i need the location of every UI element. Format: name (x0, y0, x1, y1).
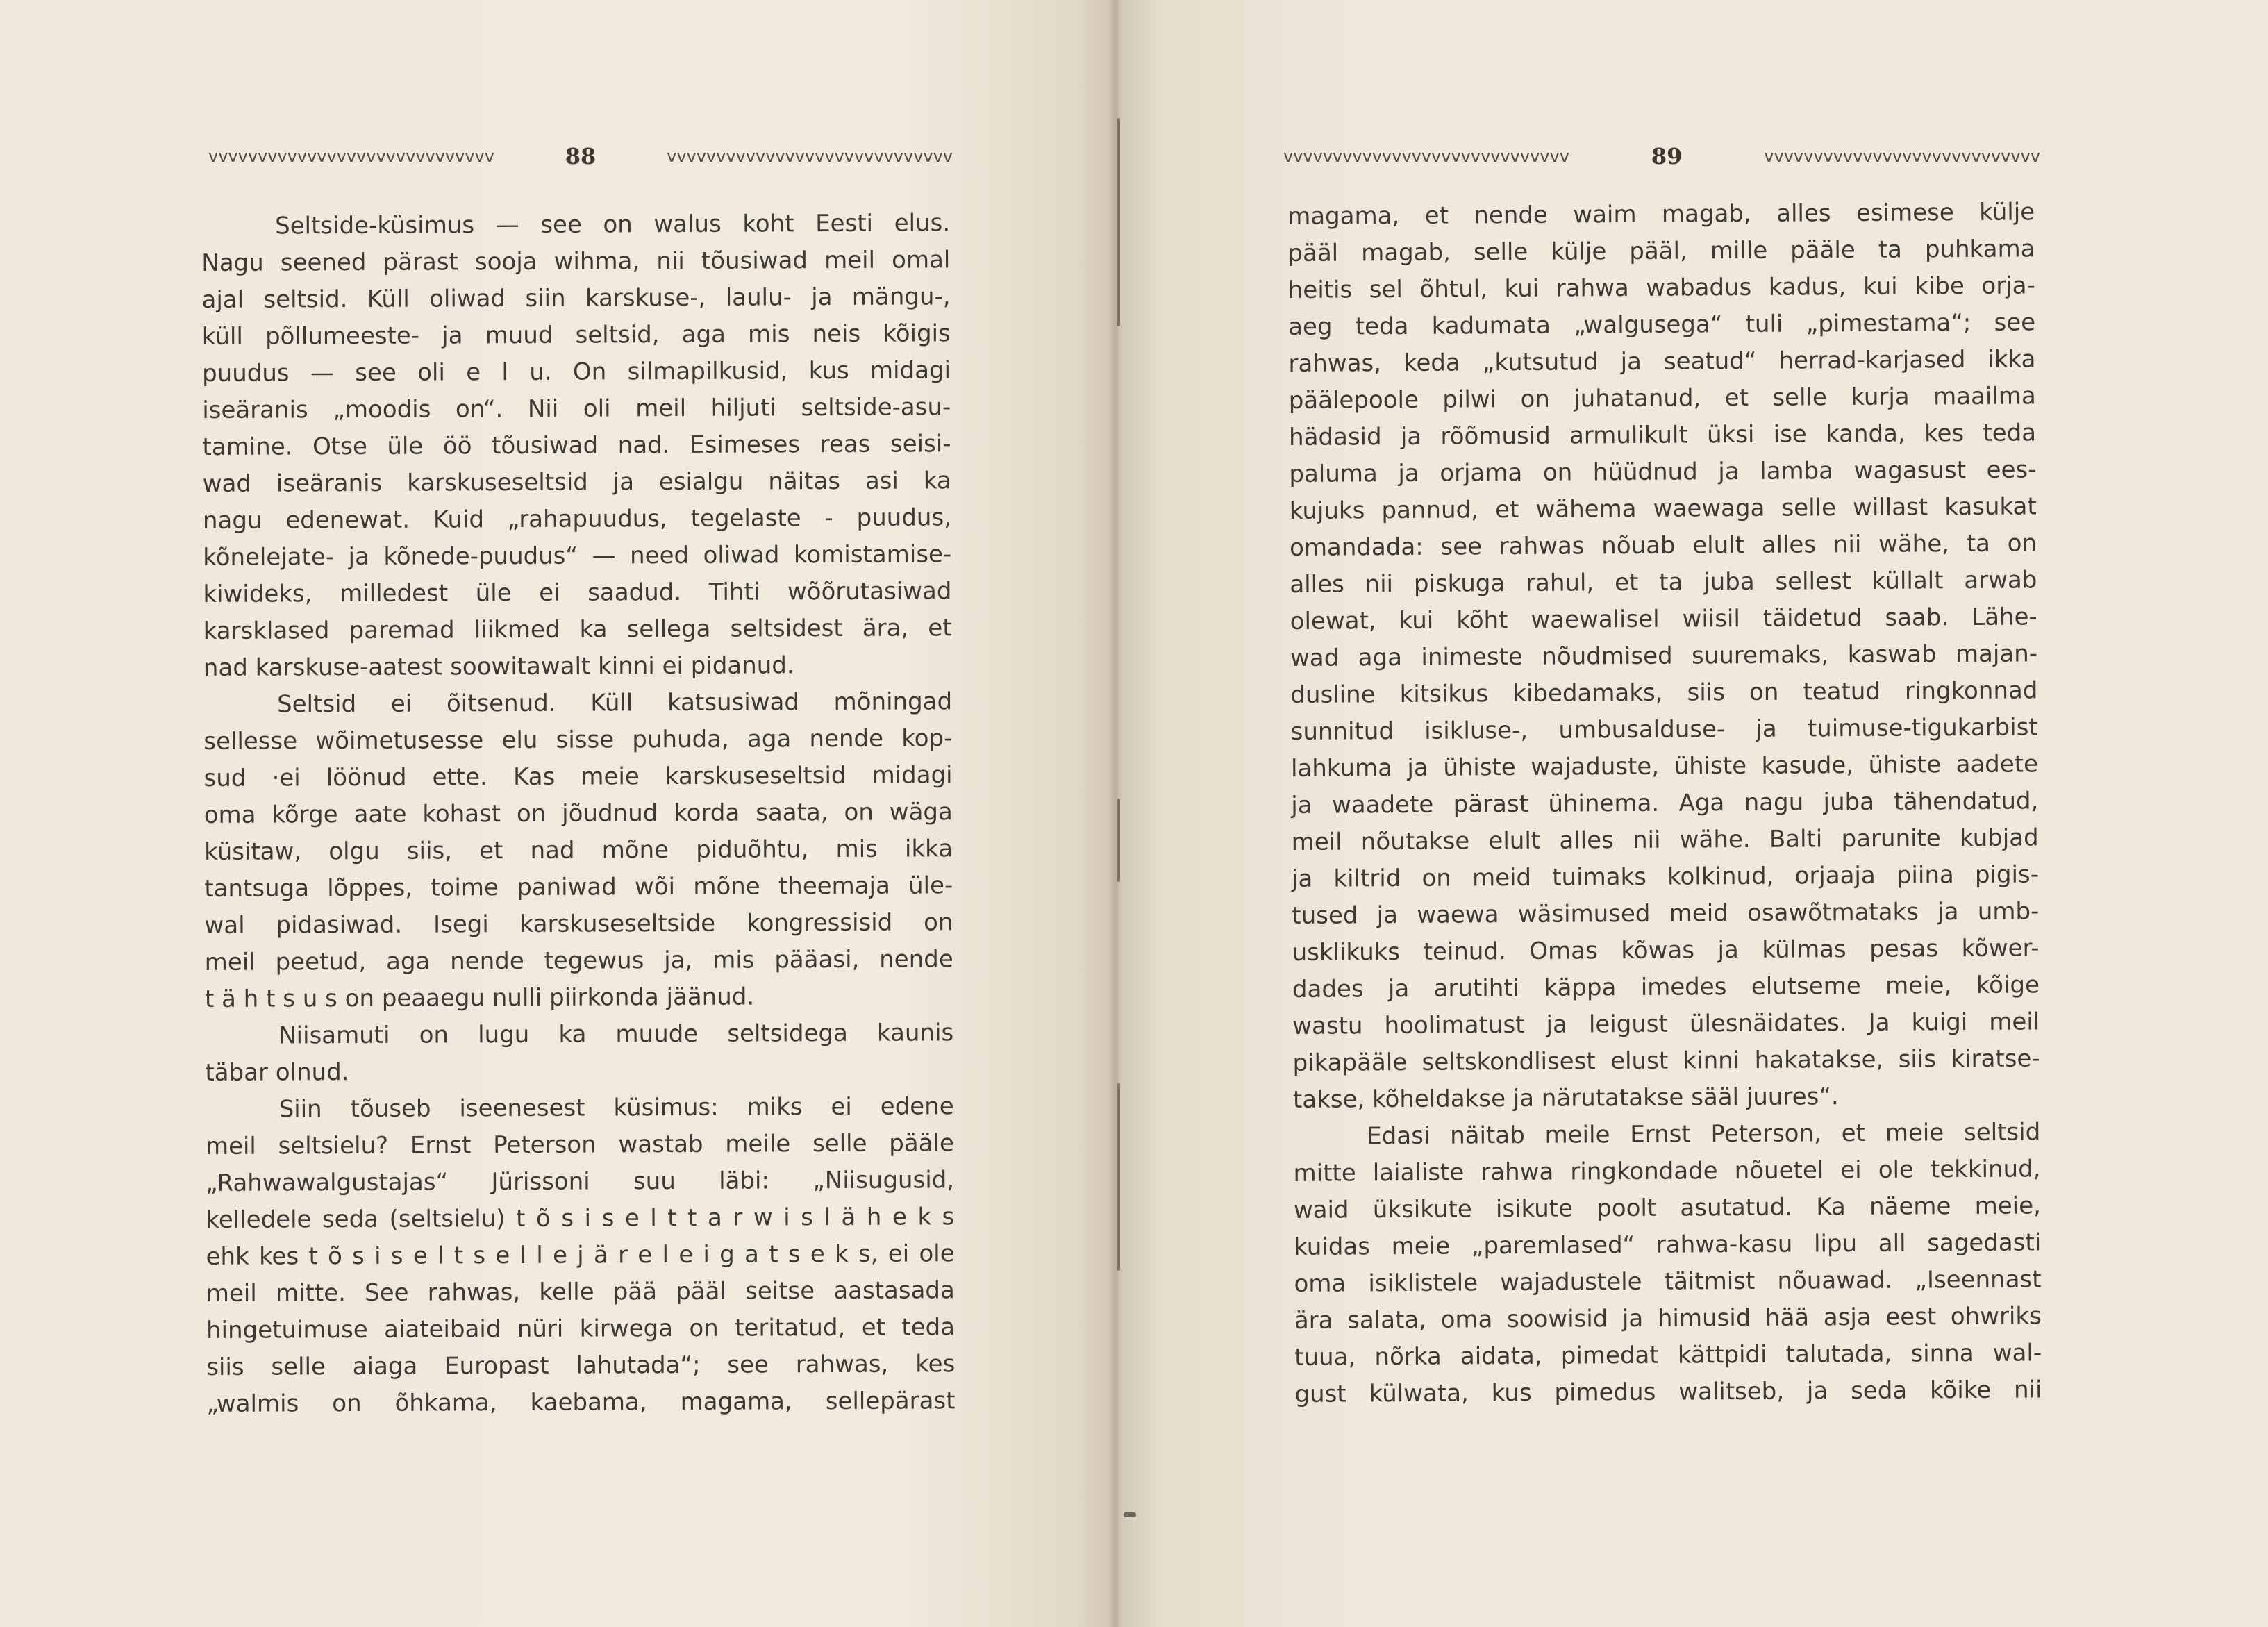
text-line: wastu hoolimatust ja leigust ülesnäidates. Ja kuigi meil (1292, 1008, 2040, 1040)
text-line: Edasi näitab meile Ernst Peterson, et meie seltsid (1367, 1118, 2041, 1151)
text-line: dades ja arutihti käppa imedes elutseme meie, kõige (1292, 971, 2040, 1003)
text-line: oma kõrge aate kohast on jõudnud korda saata, on wäga (203, 798, 953, 829)
text-line: oma isiklistele wajadustele täitmist nõuawad. „Iseennast (1294, 1265, 2042, 1298)
text-line: tuua, nõrka aidata, pimedat kättpidi talutada, sinna wal- (1294, 1339, 2042, 1371)
page-body-text (1287, 194, 2042, 1413)
text-line: kiwideks, milledest üle ei saadud. Tihti wõõrutasiwad (203, 577, 952, 608)
text-line: takse, kõheldakse ja närutatakse sääl juures“. (1292, 1083, 1839, 1114)
running-head-left (208, 143, 953, 169)
text-line: siis selle aiaga Europast lahutada“; see rahwas, kes (206, 1350, 956, 1381)
text-line: heitis sel õhtul, kui rahwa wabadus kadus, kui kibe orja- (1287, 272, 2035, 304)
text-line: omandada: see rahwas nõuab elult alles nii wähe, ta on (1289, 529, 2037, 562)
text-line: mitte laialiste rahwa ringkondade nõuetel ei ole tekkinud, (1293, 1155, 2041, 1187)
text-line: kõnelejate- ja kõnede-puudus“ — need oliwad komistamise- (203, 540, 952, 571)
text-line: tamine. Otse üle öö tõusiwad nad. Esimeses reas seisi- (202, 430, 951, 461)
page-body-text (201, 205, 956, 1423)
binding-thread (1117, 1083, 1120, 1271)
text-line: tantsuga lõppes, toime paniwad wõi mõne theemaja üle- (204, 871, 953, 903)
text-line: Seltsid ei õitsenud. Küll katsusiwad mõningad (277, 687, 953, 719)
text-line: küll põllumeeste- ja muud seltsid, aga mis neis kõigis (201, 319, 951, 351)
text-line: tused ja waewa wäsimused meid osawõtmataks ja umb- (1292, 897, 2040, 930)
text-line: kujuks pannud, et wähema waewaga selle willast kasukat (1289, 492, 2037, 525)
page-number: 89 (1651, 143, 1683, 169)
text-line: aeg teda kadumata „walgusega“ tuli „pimestama“; see (1288, 308, 2036, 341)
text-line: olewat, kui kõht waewalisel wiisil täidetud saab. Lähe- (1290, 603, 2037, 635)
text-line: pääl magab, selle külje pääl, mille pääle ta puhkama (1287, 235, 2035, 267)
text-line: meil peetud, aga nende tegewus ja, mis pääasi, nende (204, 945, 953, 976)
text-line: sellesse wõimetusesse elu sisse puhuda, aga nende kop- (203, 724, 953, 756)
text-line: sunnitud isikluse-, umbusalduse- ja tuimuse-tigukarbist (1290, 713, 2038, 746)
text-line: pikapääle seltskondlisest elust kinni hakatakse, siis kiratse- (1292, 1044, 2040, 1077)
text-line: usklikuks teinud. Omas kõwas ja külmas pesas kõwer- (1292, 934, 2040, 967)
binding-thread (1117, 799, 1120, 882)
text-line: wad aga inimeste nõudmised suuremaks, kaswab majan- (1290, 640, 2038, 672)
text-line: paluma ja orjama on hüüdnud ja lamba wagasust ees- (1289, 456, 2037, 488)
text-line: sud ·ei löönud ette. Kas meie karskuseseltsid midagi (203, 761, 953, 792)
text-line: Siin tõuseb iseenesest küsimus: miks ei edene (278, 1092, 954, 1124)
text-line: Niisamuti on lugu ka muude seltsidega kaunis (278, 1019, 954, 1050)
binding-mark (1124, 1512, 1136, 1517)
text-line: „walmis on õhkama, kaebama, magama, sellepärast (206, 1387, 956, 1418)
running-head-right (1283, 143, 2040, 169)
text-line: ja waadete pärast ühinema. Aga nagu juba tähendatud, (1291, 787, 2039, 819)
book-gutter (1108, 0, 1122, 1627)
text-line: wal pidasiwad. Isegi karskuseseltside kongressisid on (204, 908, 953, 940)
text-line: rahwas, keda „kutsutud ja seatud“ herrad-karjased ikka (1288, 345, 2036, 378)
right-page (1118, 0, 2268, 1627)
text-line: ajal seltsid. Küll oliwad siin karskuse-, laulu- ja mängu-, (201, 283, 951, 314)
text-line: kelledele seda (seltsielu) t õ s i s e l t t a r w i s l ä h e k s (206, 1203, 955, 1234)
text-line: iseäranis „moodis on“. Nii oli meil hiljuti seltside-asu- (202, 393, 951, 424)
text-line: Nagu seened pärast sooja wihma, nii tõusiwad meil omal (201, 246, 951, 277)
text-line: alles nii piskuga rahul, et ta juba sellest küllalt arwab (1290, 566, 2037, 599)
header-ornament: vvvvvvvvvvvvvvvvvvvvvvvvvvvvv (1283, 147, 1569, 166)
text-line: Seltside-küsimus — see on walus koht Eesti elus. (275, 209, 951, 240)
left-page (0, 0, 1118, 1627)
text-line: lahkuma ja ühiste wajaduste, ühiste kasude, ühiste aadete (1290, 750, 2039, 783)
text-line: karsklased paremad liikmed ka sellega seltsidest ära, et (203, 614, 952, 645)
binding-thread (1117, 118, 1120, 326)
text-line: dusline kitsikus kibedamaks, siis on teatud ringkonnad (1290, 676, 2038, 709)
text-line: nagu edenewat. Kuid „rahapuudus, tegelaste - puudus, (202, 503, 952, 535)
text-line: ja kiltrid on meid tuimaks kolkinud, orjaaja piina pigis- (1291, 860, 2040, 893)
header-ornament: vvvvvvvvvvvvvvvvvvvvvvvvvvvv (1764, 147, 2040, 166)
text-line: meil mitte. See rahwas, kelle pää pääl seitse aastasada (206, 1276, 955, 1308)
text-line: hädasid ja rõõmusid armulikult üksi ise kanda, kes teda (1288, 419, 2037, 451)
text-line: puudus — see oli e l u. On silmapilkusid, kus midagi (201, 356, 951, 387)
header-ornament: vvvvvvvvvvvvvvvvvvvvvvvvvvvvv (667, 147, 953, 166)
text-line: küsitaw, olgu siis, et nad mõne piduõhtu, mis ikka (203, 835, 953, 866)
text-line: wad iseäranis karskuseseltsid ja esialgu näitas asi ka (202, 467, 951, 498)
text-line: ehk kes t õ s i s e l t s e l l e j ä r e l e i g a t s e k s, ei ole (206, 1240, 955, 1271)
text-line: ära salata, oma soowisid ja himusid hää asja eest ohwriks (1294, 1302, 2042, 1335)
text-line: meil seltsielu? Ernst Peterson wastab meile selle pääle (205, 1129, 954, 1160)
text-line: meil nõutakse elult alles nii wähe. Balti parunite kubjad (1291, 824, 2039, 856)
text-line: täbar olnud. (205, 1058, 349, 1087)
text-line: waid üksikute isikute poolt asutatud. Ka näeme meie, (1293, 1192, 2042, 1224)
text-line: hingetuimuse aiateibaid nüri kirwega on teritatud, et teda (206, 1313, 956, 1344)
page-number: 88 (565, 143, 597, 169)
text-line: magama, et nende waim magab, alles esimese külje (1287, 198, 2035, 231)
text-line: „Rahwawalgustajas“ Jürissoni suu läbi: „Niisugusid, (206, 1166, 955, 1197)
header-ornament: vvvvvvvvvvvvvvvvvvvvvvvvvvvvv (208, 147, 494, 166)
text-line: gust külwata, kus pimedus walitseb, ja seda kõike nii (1294, 1376, 2042, 1408)
text-line: kuidas meie „paremlased“ rahwa-kasu lipu all sagedasti (1294, 1228, 2042, 1261)
text-line: päälepoole pilwi on juhatanud, et selle kurja maailma (1288, 382, 2036, 415)
text-line: t ä h t s u s on peaaegu nulli piirkonda jäänud. (204, 983, 755, 1013)
text-line: nad karskuse-aatest soowitawalt kinni ei pidanud. (203, 651, 794, 682)
